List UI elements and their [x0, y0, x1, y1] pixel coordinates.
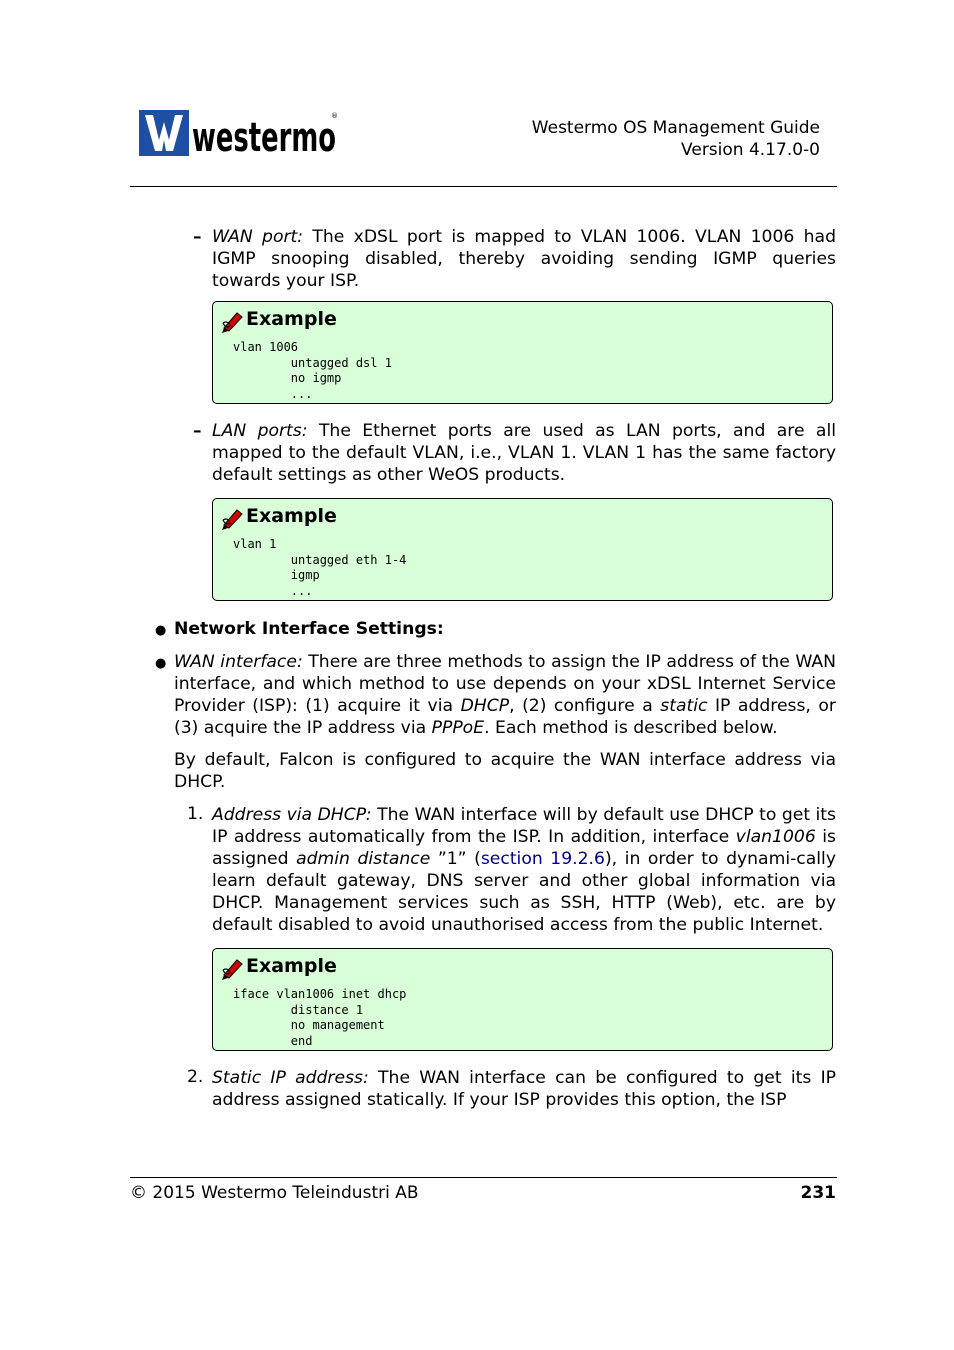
example-code: vlan 1006 untagged dsl 1 no igmp ...: [233, 340, 392, 401]
copyright-symbol: ©: [130, 1183, 147, 1203]
text-run: The WAN interface will by default use DHCP to get its IP address automatically from the ISP. In addition, interface: [212, 805, 837, 847]
list-number: 1.: [187, 804, 204, 824]
wan-interface-paragraph: [174, 651, 836, 739]
dash-marker: –: [193, 421, 202, 441]
footer-rule: [130, 1177, 837, 1178]
text-run: , (2) configure a: [509, 696, 661, 716]
admin-distance-term: admin distance: [296, 849, 431, 869]
example-code: vlan 1 untagged eth 1-4 igmp ...: [233, 537, 407, 598]
static-item-paragraph: [212, 1067, 836, 1111]
bullet-marker: ●: [155, 656, 167, 671]
example-title: Example: [246, 955, 337, 977]
page-number: 231: [800, 1183, 836, 1203]
pppoe-term: PPPoE: [431, 718, 485, 738]
text-run: IP address, or (3) acquire the IP address via: [174, 696, 836, 738]
dash-marker: –: [193, 227, 202, 247]
header-rule: [130, 186, 837, 187]
lan-ports-text: The Ethernet ports are used as LAN ports, and are all mapped to the default VLAN, i.e., VLAN 1. VLAN 1 has the same factory default settings as other WeOS products.: [212, 421, 836, 485]
guide-title: Westermo OS Management Guide: [531, 118, 820, 138]
pen-icon: [220, 955, 246, 981]
lan-ports-label: LAN ports:: [212, 421, 308, 441]
pen-icon: [220, 308, 246, 334]
example-title: Example: [246, 308, 337, 330]
bullet-marker: ●: [155, 623, 167, 638]
wan-port-paragraph: [212, 226, 836, 292]
section-link[interactable]: section 19.2.6: [480, 849, 605, 869]
static-term: static: [660, 696, 708, 716]
dhcp-term: DHCP: [460, 696, 510, 716]
static-item-text: The WAN interface can be configured to get its IP address assigned statically. If your ISP provides this option, the ISP: [212, 1068, 836, 1110]
copyright-text: 2015 Westermo Teleindustri AB: [152, 1183, 419, 1203]
dhcp-item-paragraph: [212, 804, 836, 936]
westermo-logo: [139, 110, 339, 158]
static-item-label: Static IP address:: [212, 1068, 369, 1088]
example-box-iface: [212, 948, 833, 1051]
text-run: . Each method is described below.: [484, 718, 778, 738]
dhcp-item-label: Address via DHCP:: [212, 805, 372, 825]
lan-ports-paragraph: [212, 420, 836, 486]
pen-icon: [220, 505, 246, 531]
copyright: [130, 1183, 419, 1203]
network-settings-heading: Network Interface Settings:: [174, 619, 444, 639]
wan-port-text: The xDSL port is mapped to VLAN 1006. VLAN 1006 had IGMP snooping disabled, thereby avoiding sending IGMP queries towards your ISP.: [212, 227, 836, 291]
text-run: There are three methods to assign the IP address of the WAN interface, and which method to use depends on your xDSL Internet Service Provider (ISP): (1) acquire it via: [174, 652, 836, 716]
list-number: 2.: [187, 1067, 204, 1087]
header-info: [532, 117, 820, 161]
svg-text:®: ®: [331, 112, 338, 120]
example-box-vlan1006: [212, 301, 833, 404]
default-paragraph: By default, Falcon is configured to acquire the WAN interface address via DHCP.: [174, 750, 836, 792]
text-run: ”1” (: [430, 849, 481, 869]
example-code: iface vlan1006 inet dhcp distance 1 no management end: [233, 987, 407, 1048]
wan-port-label: WAN port:: [212, 227, 304, 247]
example-title: Example: [246, 505, 337, 527]
iface-term: vlan1006: [735, 827, 816, 847]
text-run: is assigned: [212, 827, 836, 869]
text-run: ), in order to dynami-cally learn default gateway, DNS server and other global information via DHCP. Management services such as SSH, HTTP (Web), etc. are by default disabled to avoid unauthorised access from the public Internet.: [212, 849, 836, 935]
wan-interface-label: WAN interface:: [174, 652, 303, 672]
guide-version: Version 4.17.0-0: [681, 140, 820, 160]
svg-text:westermo: westermo: [192, 115, 336, 158]
example-box-vlan1: [212, 498, 833, 601]
